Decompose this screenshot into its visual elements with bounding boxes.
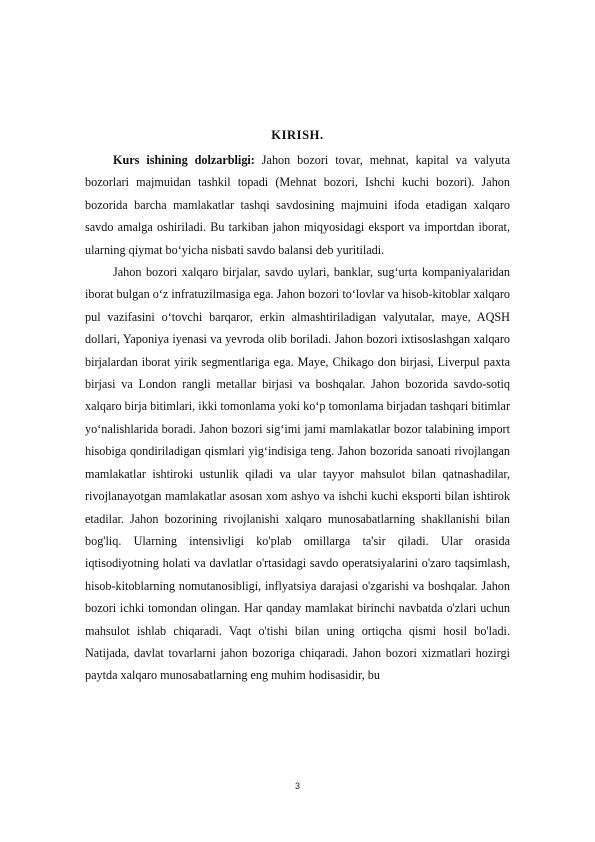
paragraph-relevance-text: Jahon bozori tovar, mehnat, kapital va valyuta bozorlari majmuidan tashkil topadi (Mehnat bozori, Ishchi kuchi bozori). Jahon bozorida barcha mamlakatlar tashqi savdosining majmuini ifoda etadigan xalqaro savdo amalga oshiriladi. Bu tarkiban jahon miqyosidagi eksport va importdan iborat, ularning qiymat boʻyicha nisbati savdo balansi deb yuritiladi. xyxy=(85,153,510,257)
page-number: 3 xyxy=(294,781,300,791)
paragraph-relevance xyxy=(85,149,510,261)
body-text xyxy=(85,149,510,687)
paragraph-world-market: Jahon bozori xalqaro birjalar, savdo uylari, banklar, sugʻurta kompaniyalaridan iborat bulgan oʻz infratuzilmasiga ega. Jahon bozori toʻlovlar va hisob-kitoblar xalqaro pul vazifasini oʻtovchi barqaror, erkin almashtiriladigan valyutalar, maye, AQSH dollari, Yaponiya iyenasi va yevroda olib boriladi. Jahon bozori ixtisoslashgan xalqaro birjalardan iborat yirik segmentlariga ega. Maye, Chikago don birjasi, Liverpul paxta birjasi va London rangli metallar birjasi va boshqalar. Jahon bozorida savdo-sotiq xalqaro birja bitimlari, ikki tomonlama yoki koʻp tomonlama birjadan tashqari bitimlar yoʻnalishlarida boradi. Jahon bozori sigʻimi jami mamlakatlar bozor talabining import hisobiga qondiriladigan qismlari yigʻindisiga teng. Jahon bozorida sanoati rivojlangan mamlakatlar ishtiroki ustunlik qiladi va ular tayyor mahsulot bilan qatnashadilar, rivojlanayotgan mamlakatlar asosan xom ashyo va ishchi kuchi eksporti bilan ishtirok etadilar. Jahon bozorining rivojlanishi xalqaro munosabatlarning shakllanishi bilan bog'liq. Ularning intensivligi ko'plab omillarga ta'sir qiladi. Ular orasida iqtisodiyotning holati va davlatlar o'rtasidagi savdo operatsiyalarini o'zaro taqsimlash, hisob-kitoblarning nomutanosibligi, inflyatsiya darajasi o'zgarishi va boshqalar. Jahon bozori ichki tomondan olingan. Har qanday mamlakat birinchi navbatda o'zlari uchun mahsulot ishlab chiqaradi. Vaqt o'tishi bilan uning ortiqcha qismi hosil bo'ladi. Natijada, davlat tovarlarni jahon bozoriga chiqaradi. Jahon bozori xizmatlari hozirgi paytda xalqaro munosabatlarning eng muhim hodisasidir, bu xyxy=(85,265,510,683)
paragraph-lead: Kurs ishining dolzarbligi: xyxy=(113,153,255,167)
page-title: KIRISH. xyxy=(271,128,324,142)
